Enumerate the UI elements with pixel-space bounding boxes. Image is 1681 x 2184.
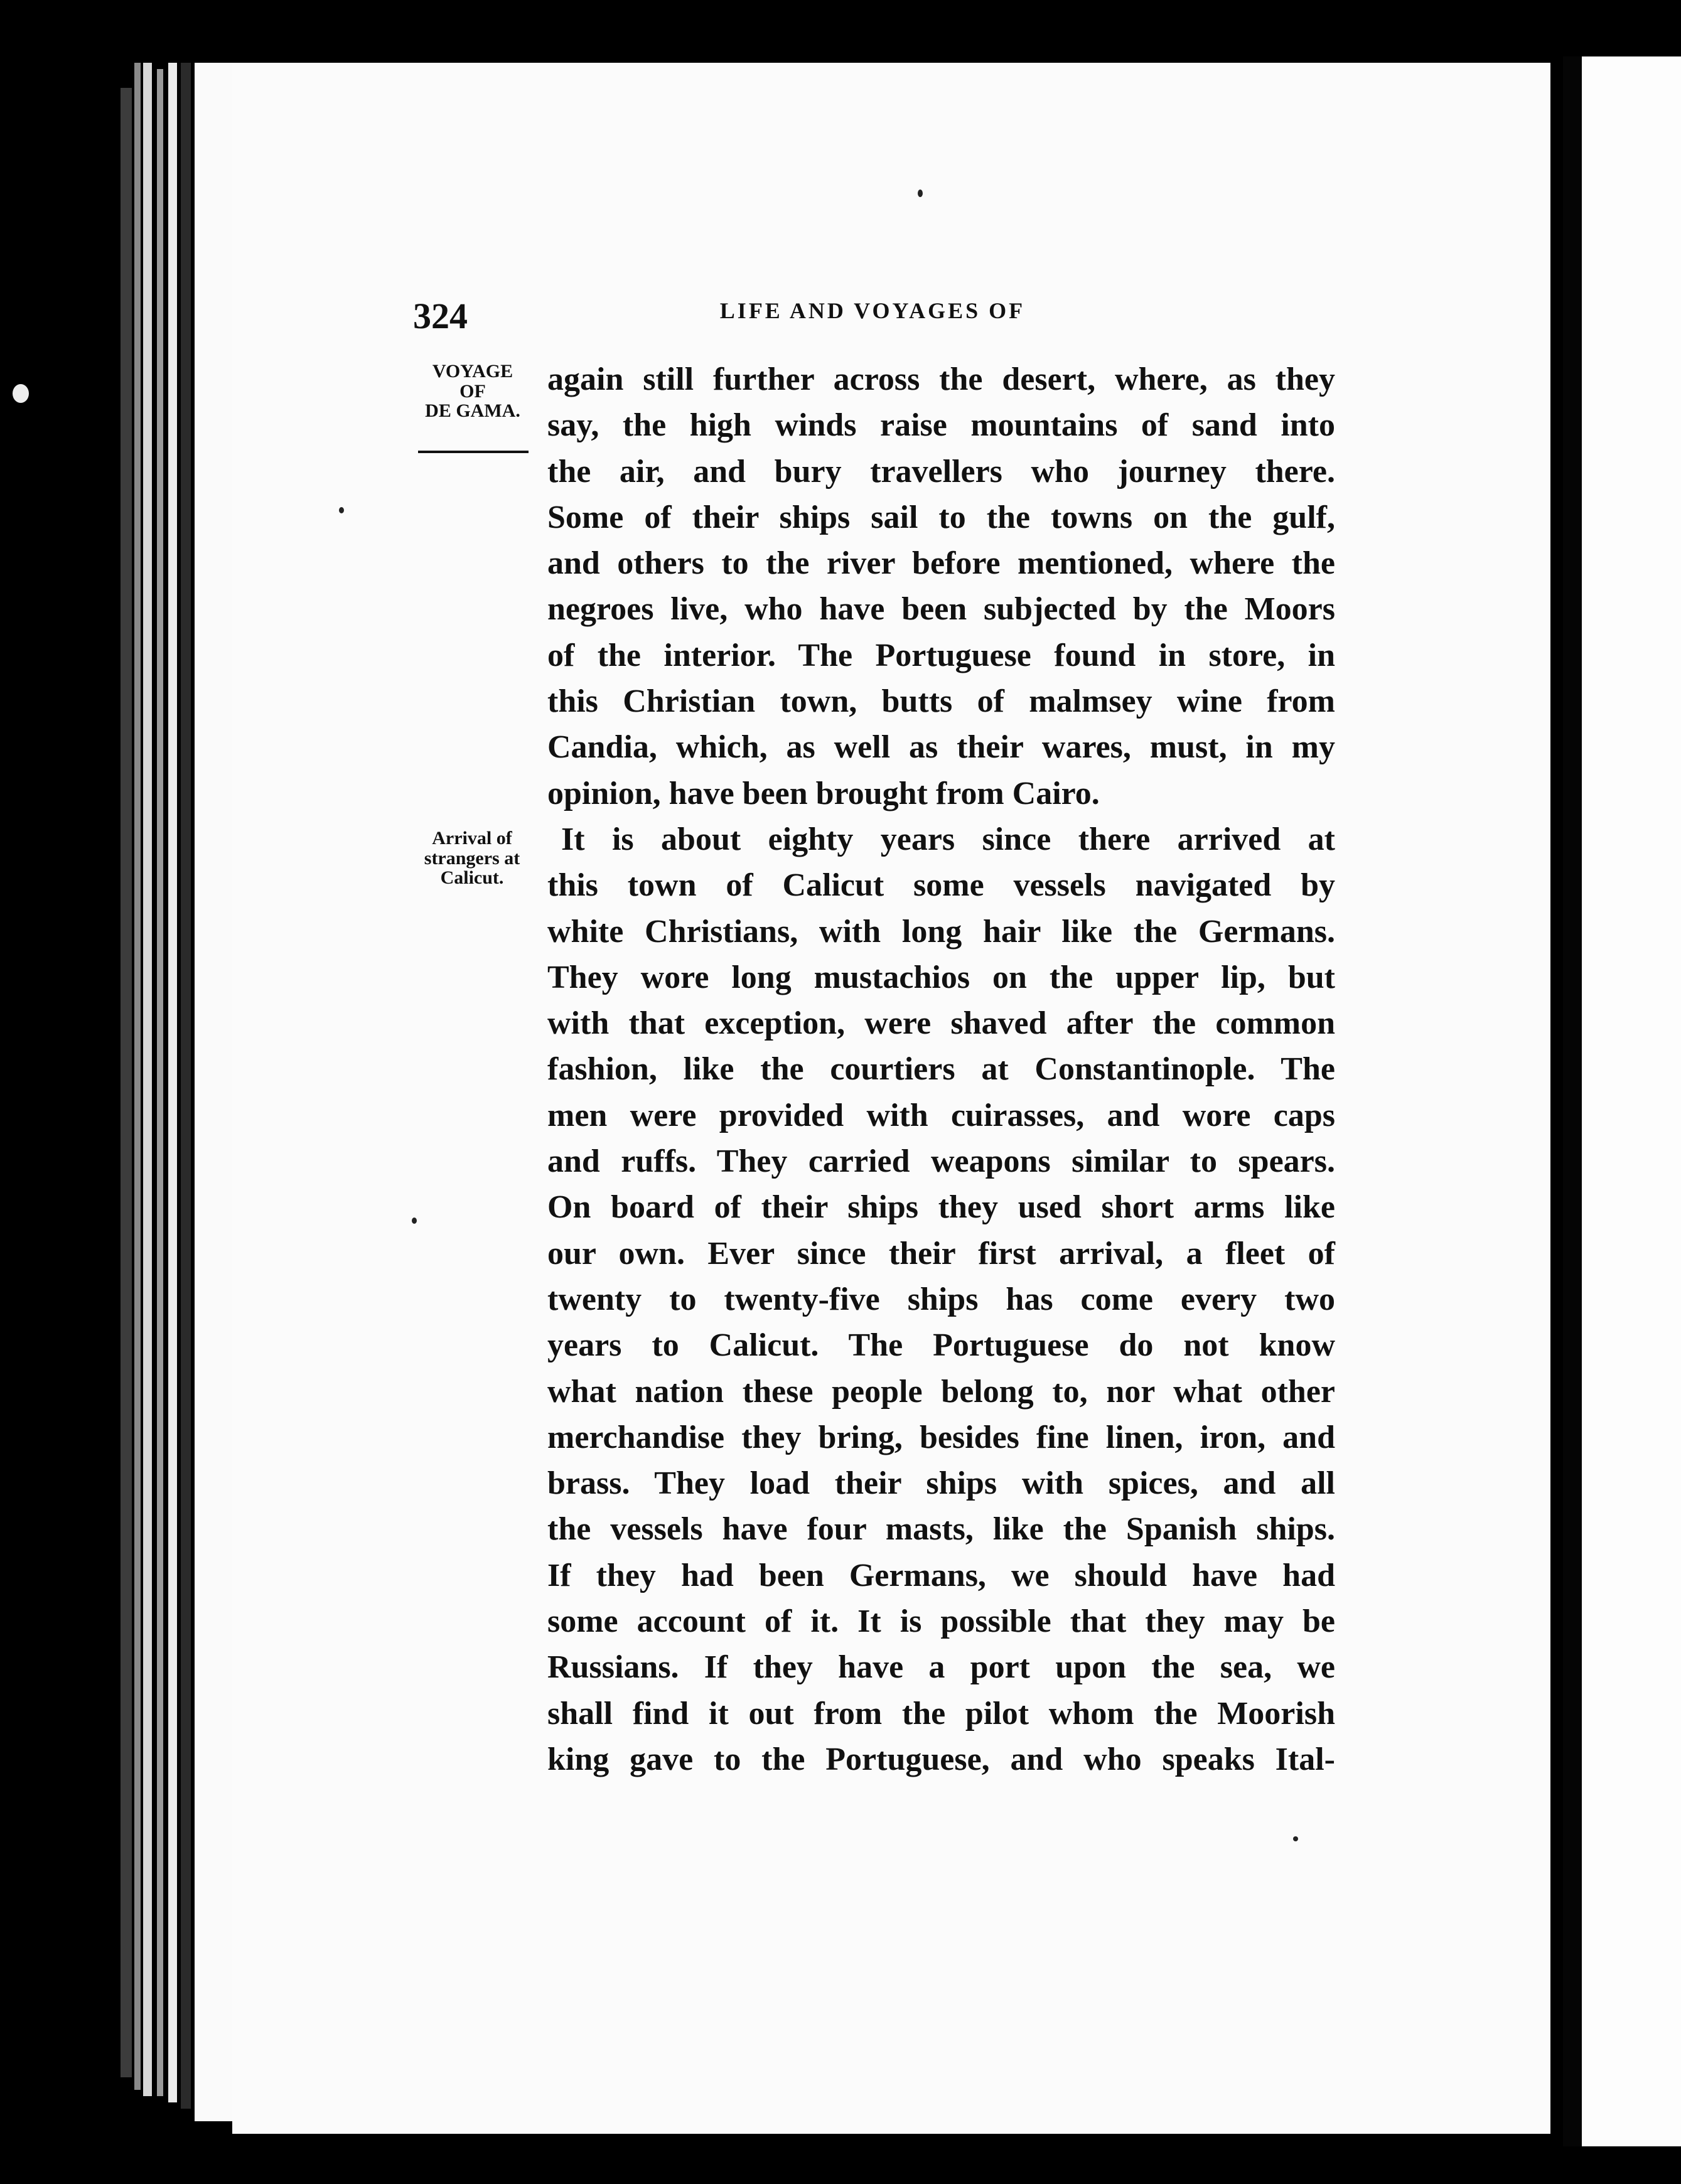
text-line: years to Calicut. The Portuguese do not know [547, 1327, 1335, 1364]
text-line: again still further across the desert, where, as they [547, 361, 1335, 397]
text-line: white Christians, with long hair like the Germans. [547, 913, 1335, 950]
book-edge [157, 69, 163, 2096]
text-line: Russians. If they have a port upon the sea, we [547, 1649, 1335, 1686]
text-line: king gave to the Portuguese, and who speaks Ital- [547, 1741, 1335, 1777]
page-margin [195, 63, 232, 2121]
margin-note-line: OF [459, 380, 486, 402]
page-number: 324 [413, 296, 468, 336]
paragraph-first-line: It is about eighty years since there arrived at [561, 821, 1335, 857]
text-line: our own. Ever since their first arrival, a fleet of [547, 1235, 1335, 1271]
text-line: of the interior. The Portuguese found in store, in [547, 637, 1335, 673]
text-line: this town of Calicut some vessels navigated by [547, 867, 1335, 904]
margin-note-line: Arrival of [432, 828, 512, 848]
text-line: If they had been Germans, we should have had [547, 1557, 1335, 1593]
text-line: merchandise they bring, besides fine linen, iron, and [547, 1419, 1335, 1455]
text-line: brass. They load their ships with spices, and all [547, 1465, 1335, 1502]
text-line: negroes live, who have been subjected by the Moors [547, 591, 1335, 628]
text-line: say, the high winds raise mountains of sand into [547, 407, 1335, 444]
margin-note-line: strangers at [424, 847, 520, 869]
text-line: with that exception, were shaved after the common [547, 1005, 1335, 1042]
margin-note-arrival [416, 828, 529, 888]
text-line: On board of their ships they used short arms like [547, 1189, 1335, 1226]
book-edge [168, 63, 177, 2102]
ink-speck [339, 507, 344, 513]
text-line: Candia, which, as well as their wares, must, in my [547, 729, 1335, 766]
text-line: this Christian town, butts of malmsey wine from [547, 683, 1335, 720]
body-text [547, 356, 1335, 1782]
text-line: and ruffs. They carried weapons similar to spears. [547, 1143, 1335, 1180]
book-edge-shadow [121, 88, 132, 2077]
text-line: fashion, like the courtiers at Constantinople. The [547, 1051, 1335, 1088]
text-line: what nation these people belong to, nor what other [547, 1373, 1335, 1410]
text-line: twenty to twenty-five ships has come every two [547, 1281, 1335, 1317]
running-title: LIFE AND VOYAGES OF [719, 298, 1026, 323]
margin-note-rule [418, 451, 529, 453]
ink-speck [918, 190, 923, 197]
margin-note-line: Calicut. [440, 867, 504, 888]
text-line: Some of their ships sail to the towns on the gulf, [547, 499, 1335, 535]
margin-note-line: DE GAMA. [425, 400, 520, 421]
ink-speck [1293, 1836, 1298, 1841]
ink-speck [412, 1218, 417, 1224]
margin-note-line: VOYAGE [432, 361, 513, 382]
text-line: the air, and bury travellers who journey there. [547, 453, 1335, 490]
book-edge [143, 63, 152, 2096]
scan-artifact [13, 384, 29, 403]
text-line: the vessels have four masts, like the Spanish ships. [547, 1511, 1335, 1548]
text-line: men were provided with cuirasses, and wore caps [547, 1097, 1335, 1133]
text-line: shall find it out from the pilot whom the Moorish [547, 1695, 1335, 1732]
text-line: They wore long mustachios on the upper lip, but [547, 959, 1335, 995]
running-head [414, 297, 1331, 324]
text-line: opinion, have been brought from Cairo. [547, 775, 1100, 811]
text-line: some account of it. It is possible that they may be [547, 1603, 1335, 1640]
book-edge-shadow [181, 63, 191, 2109]
book-edge [134, 63, 141, 2090]
text-line: and others to the river before mentioned, where the [547, 545, 1335, 582]
margin-note-voyage [419, 361, 526, 421]
gutter-shadow [1563, 56, 1582, 2146]
facing-page-edge [1582, 56, 1681, 2146]
